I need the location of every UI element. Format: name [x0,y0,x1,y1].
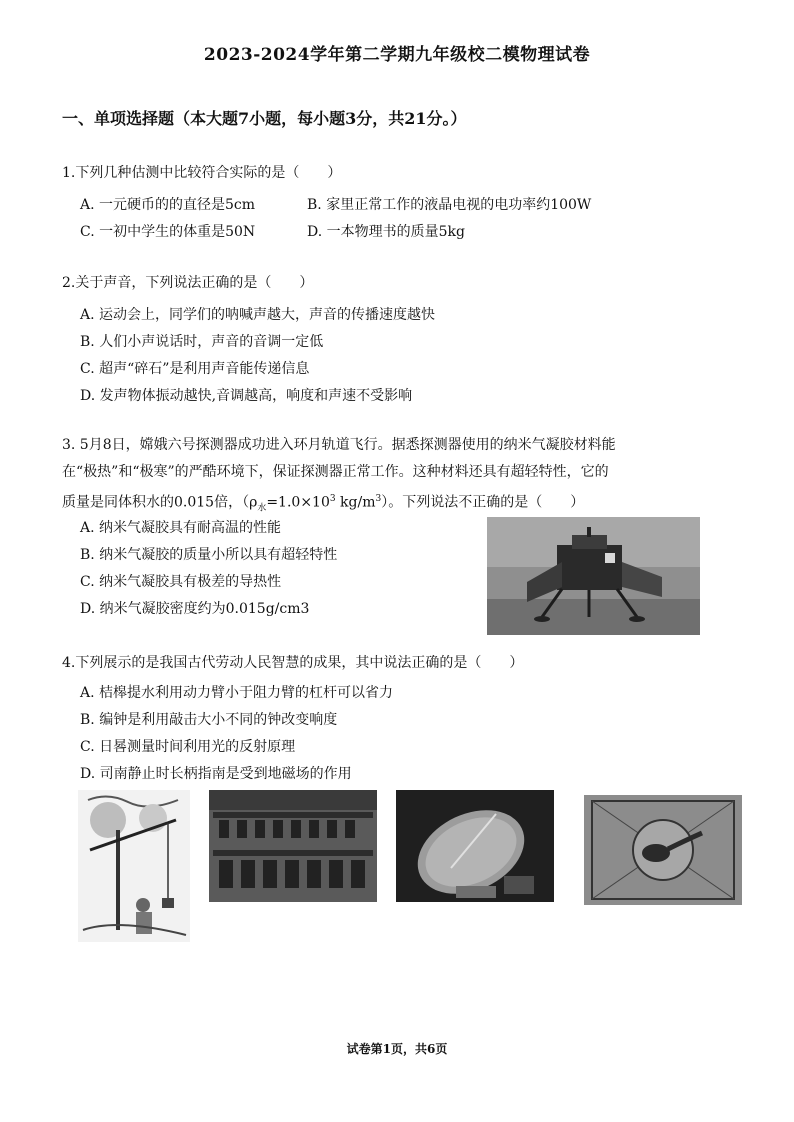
bianzhong-photo [209,790,377,902]
exam-title: 2023-2024学年第二学期九年级校二模物理试卷 [203,45,591,65]
page-number-footer: 试卷第1页，共6页 [346,1042,448,1056]
q4-option-a: A. 桔槔提水利用动力臂小于阻力臂的杠杆可以省力 [80,685,394,701]
q3-option-c: C. 纳米气凝胶具有极差的导热性 [80,574,282,590]
jiegao-illustration [78,790,190,942]
q1-option-c: C. 一初中学生的体重是50N [80,224,256,240]
q1-stem: 1.下列几种估测中比较符合实际的是（ ） [62,165,342,181]
q3-option-b: B. 纳米气凝胶的质量小所以具有超轻特性 [80,547,338,563]
q3-option-d: D. 纳米气凝胶密度约为0.015g/cm3 [80,601,310,617]
sundial-photo [396,790,554,902]
q4-stem: 4.下列展示的是我国古代劳动人民智慧的成果，其中说法正确的是（ ） [62,655,524,671]
q1-option-d: D. 一本物理书的质量5kg [307,224,465,240]
q2-option-d: D. 发声物体振动越快,音调越高，响度和声速不受影响 [80,388,413,404]
sinan-photo [584,795,742,905]
q2-option-a: A. 运动会上，同学们的呐喊声越大，声音的传播速度越快 [80,307,436,323]
q3-option-a: A. 纳米气凝胶具有耐高温的性能 [80,520,282,536]
q3-line-1: 3. 5月8日，嫦娥六号探测器成功进入环月轨道飞行。据悉探测器使用的纳米气凝胶材料能 [62,437,616,453]
q3-line-2: 在“极热”和“极寒”的严酷环境下，保证探测器正常工作。这种材料还具有超轻特性，它的 [62,464,609,480]
section-heading: 一、单项选择题（本大题7小题，每小题3分，共21分。） [62,109,467,128]
q3-line-3: 质量是同体积水的0.015倍，（$\rho_水=1.0\times 10^3$ $kg/m^3$）。下列说法不正确的是（ ） [62,494,585,514]
q2-option-b: B. 人们小声说话时，声音的音调一定低 [80,334,324,350]
q4-option-b: B. 编钟是利用敲击大小不同的钟改变响度 [80,712,338,728]
q2-option-c: C. 超声“碎石”是利用声音能传递信息 [80,361,310,377]
q3-stem [62,432,742,522]
q4-option-c: C. 日晷测量时间利用光的反射原理 [80,739,296,755]
q4-option-d: D. 司南静止时长柄指南是受到地磁场的作用 [80,766,352,782]
q1-option-a: A. 一元硬币的的直径是5cm [80,197,256,213]
q1-option-b: B. 家里正常工作的液晶电视的电功率约100W [307,197,592,213]
q2-stem: 2.关于声音，下列说法正确的是（ ） [62,275,314,291]
lander-photo [487,517,700,635]
